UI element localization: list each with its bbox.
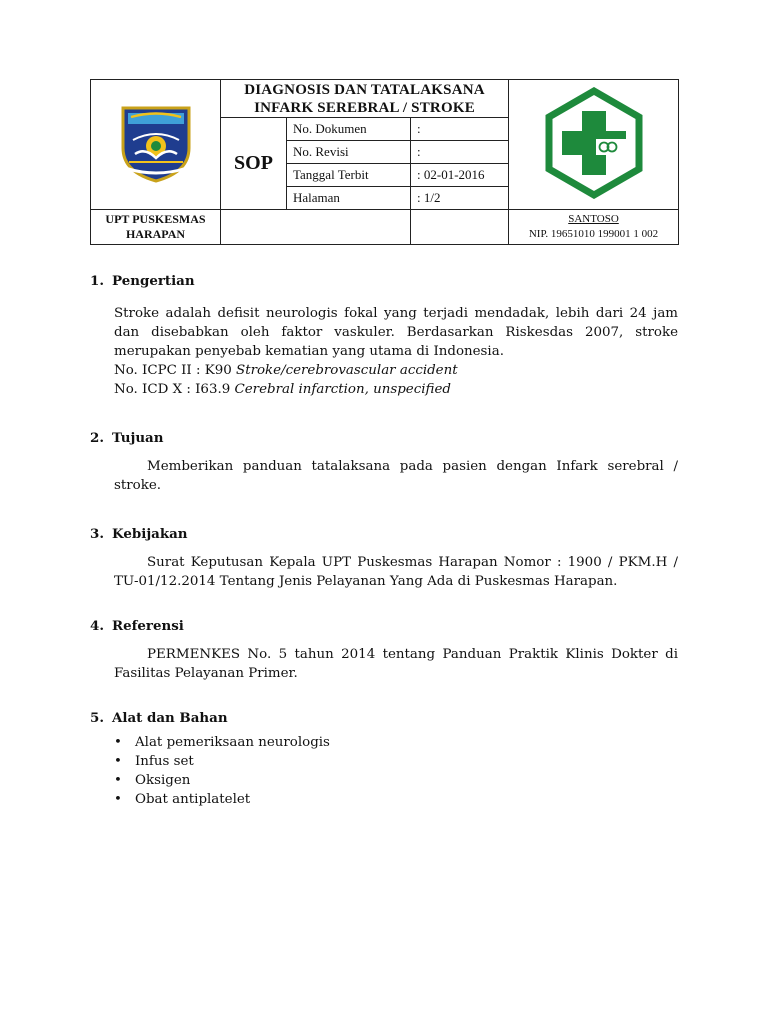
signatory-cell — [509, 210, 679, 245]
section-kebijakan — [90, 525, 678, 591]
regency-emblem-icon — [117, 102, 195, 184]
list-item: • Oksigen — [114, 773, 191, 788]
tools-list — [90, 733, 678, 809]
signatory-nip: NIP. 19651010 199001 1 002 — [528, 228, 659, 240]
section-referensi — [90, 617, 678, 683]
meta-value-no-revisi: : — [411, 141, 509, 164]
list-item: • Obat antiplatelet — [114, 792, 251, 807]
section-heading: 1. Pengertian — [90, 273, 195, 289]
meta-label-no-dokumen: No. Dokumen — [287, 118, 411, 141]
meta-value-halaman: : 1/2 — [411, 187, 509, 210]
puskesmas-logo-cell — [509, 80, 679, 210]
signatory-name: SANTOSO — [568, 213, 619, 225]
document-body — [90, 272, 678, 809]
section-paragraph: Stroke adalah defisit neurologis fokal yang terjadi mendadak, lebih dari 24 jam dan disebabkan oleh faktor vaskuler. Berdasarkan Riskesdas 2007, stroke merupakan penyebab kematian yang utama di Indonesia. — [114, 306, 678, 359]
sop-header-table — [90, 79, 679, 245]
blank-signature-cell — [221, 210, 411, 245]
unit-name-line2: HARAPAN — [125, 227, 186, 241]
section-heading: 3. Kebijakan — [90, 526, 188, 542]
section-heading: 2. Tujuan — [90, 430, 164, 446]
icd-code-line: No. ICD X : I63.9 Cerebral infarction, unspecified — [114, 382, 451, 397]
blank-cell — [411, 210, 509, 245]
regency-emblem-cell — [91, 80, 221, 210]
section-paragraph: Memberikan panduan tatalaksana pada pasien dengan Infark serebral / stroke. — [114, 459, 678, 493]
section-pengertian — [90, 272, 678, 399]
icpc-code-line: No. ICPC II : K90 Stroke/cerebrovascular accident — [114, 363, 458, 378]
meta-value-tanggal-terbit: : 02-01-2016 — [411, 164, 509, 187]
meta-label-halaman: Halaman — [287, 187, 411, 210]
unit-name-cell — [91, 210, 221, 245]
meta-label-tanggal-terbit: Tanggal Terbit — [287, 164, 411, 187]
meta-label-no-revisi: No. Revisi — [287, 141, 411, 164]
list-item: • Infus set — [114, 754, 194, 769]
section-heading: 5. Alat dan Bahan — [90, 710, 228, 726]
section-heading: 4. Referensi — [90, 618, 184, 634]
section-paragraph: PERMENKES No. 5 tahun 2014 tentang Panduan Praktik Klinis Dokter di Fasilitas Pelayanan Primer. — [114, 647, 678, 681]
puskesmas-logo-icon — [538, 87, 650, 199]
sop-label: SOP — [221, 118, 287, 210]
bullet-icon: • — [114, 735, 122, 750]
bullet-icon: • — [114, 792, 122, 807]
list-item: • Alat pemeriksaan neurologis — [114, 735, 330, 750]
unit-name-line1: UPT PUSKESMAS — [105, 212, 206, 226]
bullet-icon: • — [114, 773, 122, 788]
meta-value-no-dokumen: : — [411, 118, 509, 141]
section-paragraph: Surat Keputusan Kepala UPT Puskesmas Harapan Nomor : 1900 / PKM.H / TU-01/12.2014 Tentang Jenis Pelayanan Yang Ada di Puskesmas Harapan. — [114, 555, 678, 589]
bullet-icon: • — [114, 754, 122, 769]
section-tujuan — [90, 429, 678, 495]
document-title: DIAGNOSIS DAN TATALAKSANA INFARK SEREBRAL / STROKE — [221, 80, 509, 118]
section-alat-dan-bahan — [90, 709, 678, 809]
